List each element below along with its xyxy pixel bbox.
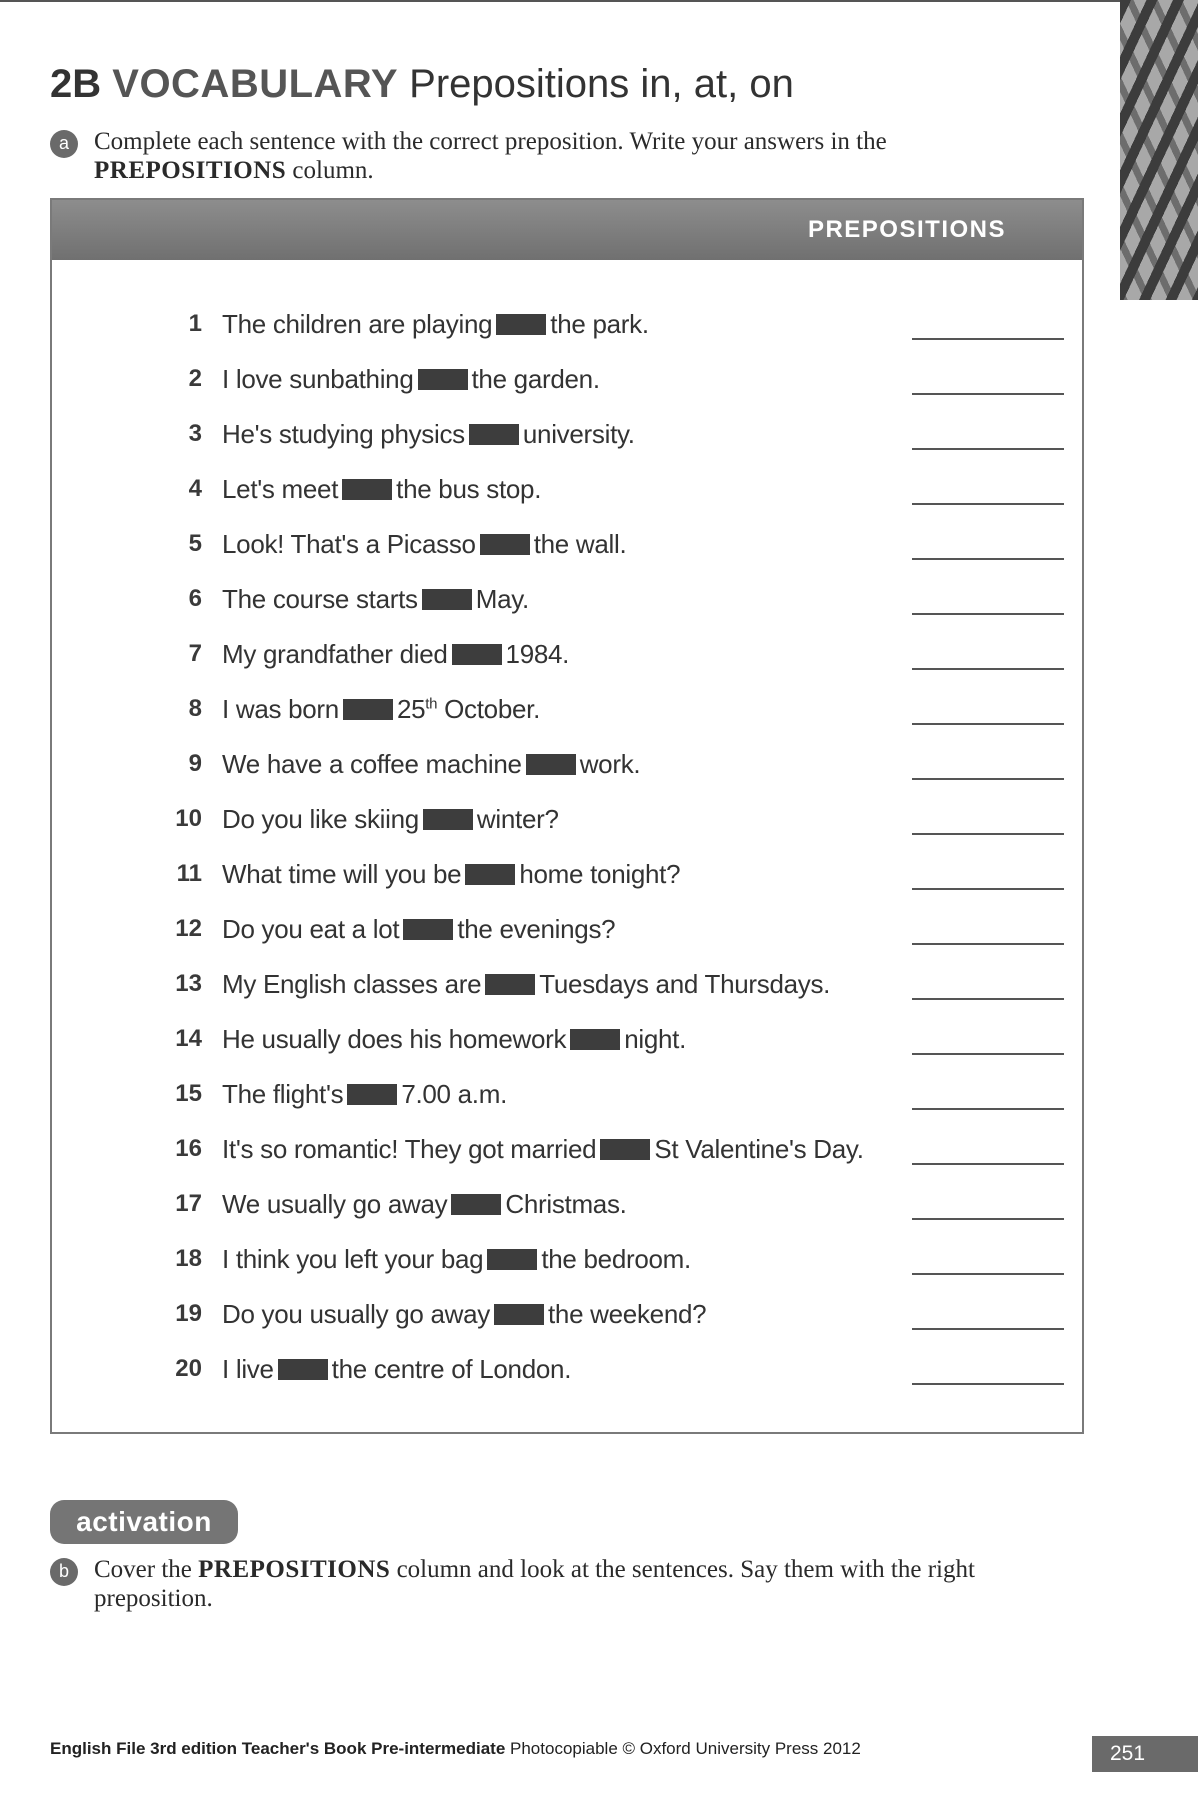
item-sentence	[222, 694, 540, 725]
answer-blank[interactable]	[912, 778, 1064, 780]
answer-blank[interactable]	[912, 393, 1064, 395]
exercise-item	[52, 579, 1082, 619]
item-sentence	[222, 639, 569, 670]
exercise-b-badge: b	[50, 1558, 78, 1586]
sentence-before-gap: The children are playing	[222, 309, 493, 339]
exercise-item	[52, 469, 1082, 509]
preposition-gap	[480, 534, 530, 555]
item-number: 16	[175, 1135, 202, 1162]
answer-blank[interactable]	[912, 998, 1064, 1000]
preposition-gap	[423, 809, 473, 830]
item-sentence	[222, 419, 635, 450]
sentence-before-gap: I love sunbathing	[222, 364, 414, 394]
exercise-item	[52, 744, 1082, 784]
exercise-item	[52, 854, 1082, 894]
item-sentence	[222, 1189, 627, 1220]
item-number: 11	[176, 860, 202, 887]
exercise-item	[52, 634, 1082, 674]
answer-blank[interactable]	[912, 1108, 1064, 1110]
exercise-item	[52, 909, 1082, 949]
exercise-item	[52, 964, 1082, 1004]
preposition-gap	[465, 864, 515, 885]
item-sentence	[222, 474, 541, 505]
sentence-after-gap: the garden.	[471, 364, 600, 394]
footer-book-title: English File 3rd edition Teacher's Book Pre-intermediate	[50, 1739, 506, 1758]
item-number: 18	[175, 1245, 202, 1272]
preposition-gap	[343, 699, 393, 720]
preposition-gap	[422, 589, 472, 610]
item-number: 20	[175, 1355, 202, 1382]
table-header	[52, 200, 1082, 260]
exercise-item	[52, 1019, 1082, 1059]
sentence-before-gap: It's so romantic! They got married	[222, 1134, 597, 1164]
sentence-after-gap: 1984.	[505, 639, 570, 669]
preposition-gap	[403, 919, 453, 940]
unit-code: 2B	[50, 62, 102, 106]
sentence-after-gap: May.	[475, 584, 529, 614]
item-sentence	[222, 1299, 706, 1330]
item-sentence	[222, 749, 640, 780]
decorative-sunburst-strip	[1120, 0, 1198, 300]
item-number: 15	[175, 1080, 202, 1107]
item-sentence	[222, 529, 626, 560]
answer-blank[interactable]	[912, 1053, 1064, 1055]
preposition-gap	[452, 644, 502, 665]
exercise-item	[52, 1129, 1082, 1169]
exercise-b-text: Cover the	[94, 1556, 192, 1583]
page-title	[50, 62, 794, 107]
item-sentence	[222, 1354, 571, 1385]
exercise-item	[52, 799, 1082, 839]
exercise-item	[52, 1239, 1082, 1279]
item-sentence	[222, 364, 600, 395]
exercise-b-instruction	[94, 1555, 1034, 1613]
item-number: 4	[188, 475, 202, 502]
sentence-after-gap: winter?	[476, 804, 559, 834]
sentence-before-gap: I think you left your bag	[222, 1244, 484, 1274]
exercise-item	[52, 689, 1082, 729]
item-number: 10	[175, 805, 202, 832]
item-sentence	[222, 859, 680, 890]
exercise-item	[52, 304, 1082, 344]
answer-blank[interactable]	[912, 943, 1064, 945]
sentence-after-gap: home tonight?	[519, 859, 681, 889]
item-sentence	[222, 1244, 691, 1275]
sentence-after-gap: the weekend?	[548, 1299, 707, 1329]
answer-blank[interactable]	[912, 833, 1064, 835]
sentence-after-gap: university.	[522, 419, 635, 449]
preposition-gap	[526, 754, 576, 775]
top-rule	[0, 0, 1120, 2]
sentence-before-gap: I was born	[222, 694, 339, 724]
sentence-before-gap: He's studying physics	[222, 419, 465, 449]
item-sentence	[222, 1079, 507, 1110]
exercise-item	[52, 1349, 1082, 1389]
exercise-item	[52, 1294, 1082, 1334]
preposition-gap	[487, 1249, 537, 1270]
sentence-before-gap: My grandfather died	[222, 639, 448, 669]
sentence-before-gap: I live	[222, 1354, 274, 1384]
preposition-gap	[451, 1194, 501, 1215]
exercise-b-text-end: column and look at the sentences. Say them with the right preposition.	[94, 1556, 975, 1612]
item-sentence	[222, 584, 529, 615]
sentence-before-gap: Do you usually go away	[222, 1299, 490, 1329]
answer-blank[interactable]	[912, 1328, 1064, 1330]
answer-blank[interactable]	[912, 1218, 1064, 1220]
sentence-before-gap: He usually does his homework	[222, 1024, 567, 1054]
answer-blank[interactable]	[912, 1163, 1064, 1165]
sentence-after-gap: work.	[579, 749, 641, 779]
preposition-gap	[494, 1304, 544, 1325]
preposition-gap	[278, 1359, 328, 1380]
answer-blank[interactable]	[912, 448, 1064, 450]
item-number: 9	[188, 750, 202, 777]
item-number: 1	[188, 310, 202, 337]
item-sentence	[222, 1024, 686, 1055]
item-sentence	[222, 804, 559, 835]
footer-copyright: Photocopiable © Oxford University Press 2012	[510, 1739, 861, 1758]
sentence-before-gap: The flight's	[222, 1079, 344, 1109]
preposition-gap	[342, 479, 392, 500]
sentence-after-gap: St Valentine's Day.	[654, 1134, 864, 1164]
item-number: 2	[188, 365, 202, 392]
item-number: 5	[188, 530, 202, 557]
item-number: 14	[175, 1025, 202, 1052]
sentence-after-gap: the wall.	[533, 529, 627, 559]
sentence-after-gap: the centre of London.	[331, 1354, 572, 1384]
activation-label: activation	[50, 1500, 238, 1544]
exercise-a-badge: a	[50, 130, 78, 158]
item-number: 12	[175, 915, 202, 942]
sentence-after-gap: the bedroom.	[541, 1244, 691, 1274]
exercise-b-bold: PREPOSITIONS	[198, 1556, 391, 1583]
footer	[50, 1739, 861, 1759]
answer-blank[interactable]	[912, 503, 1064, 505]
exercise-item	[52, 524, 1082, 564]
sentence-before-gap: The course starts	[222, 584, 418, 614]
answer-blank[interactable]	[912, 723, 1064, 725]
exercise-item	[52, 1184, 1082, 1224]
sentence-before-gap: We have a coffee machine	[222, 749, 522, 779]
answer-blank[interactable]	[912, 338, 1064, 340]
sentence-after-gap: Christmas.	[505, 1189, 627, 1219]
item-number: 7	[188, 640, 202, 667]
answer-blank[interactable]	[912, 888, 1064, 890]
instruction-text: Complete each sentence with the correct preposition. Write your answers in the	[94, 128, 887, 155]
preposition-gap	[347, 1084, 397, 1105]
item-sentence	[222, 1134, 864, 1165]
preposition-gap	[496, 314, 546, 335]
item-number: 19	[175, 1300, 202, 1327]
item-sentence	[222, 914, 615, 945]
item-sentence	[222, 309, 649, 340]
topic-label: Prepositions in, at, on	[409, 62, 794, 106]
item-number: 17	[175, 1190, 202, 1217]
exercise-item	[52, 414, 1082, 454]
sentence-after-gap: 7.00 a.m.	[401, 1079, 508, 1109]
sentence-after-gap: 25th October.	[396, 694, 541, 724]
item-number: 6	[188, 585, 202, 612]
sentence-before-gap: What time will you be	[222, 859, 462, 889]
exercise-table	[50, 198, 1084, 1434]
preposition-gap	[469, 424, 519, 445]
exercise-item	[52, 359, 1082, 399]
page-number: 251	[1092, 1736, 1198, 1772]
sentence-before-gap: Do you like skiing	[222, 804, 419, 834]
item-number: 3	[188, 420, 202, 447]
answer-blank[interactable]	[912, 1383, 1064, 1385]
section-label: VOCABULARY	[112, 62, 399, 106]
sentence-before-gap: Let's meet	[222, 474, 339, 504]
item-number: 8	[188, 695, 202, 722]
sentence-after-gap: the evenings?	[457, 914, 616, 944]
preposition-gap	[600, 1139, 650, 1160]
preposition-gap	[418, 369, 468, 390]
item-number: 13	[175, 970, 202, 997]
sentence-before-gap: Do you eat a lot	[222, 914, 400, 944]
prepositions-column-header: PREPOSITIONS	[807, 216, 1006, 243]
preposition-gap	[570, 1029, 620, 1050]
instruction-bold: PREPOSITIONS	[94, 157, 287, 184]
item-sentence	[222, 969, 830, 1000]
answer-blank[interactable]	[912, 558, 1064, 560]
sentence-after-gap: the park.	[550, 309, 649, 339]
answer-blank[interactable]	[912, 613, 1064, 615]
sentence-before-gap: Look! That's a Picasso	[222, 529, 476, 559]
instruction-text-end: column.	[292, 157, 374, 184]
answer-blank[interactable]	[912, 1273, 1064, 1275]
preposition-gap	[485, 974, 535, 995]
exercise-item	[52, 1074, 1082, 1114]
sentence-before-gap: We usually go away	[222, 1189, 448, 1219]
sentence-after-gap: the bus stop.	[396, 474, 542, 504]
exercise-a-instruction	[94, 127, 994, 185]
sentence-after-gap: night.	[624, 1024, 687, 1054]
sentence-before-gap: My English classes are	[222, 969, 482, 999]
answer-blank[interactable]	[912, 668, 1064, 670]
sentence-after-gap: Tuesdays and Thursdays.	[539, 969, 831, 999]
